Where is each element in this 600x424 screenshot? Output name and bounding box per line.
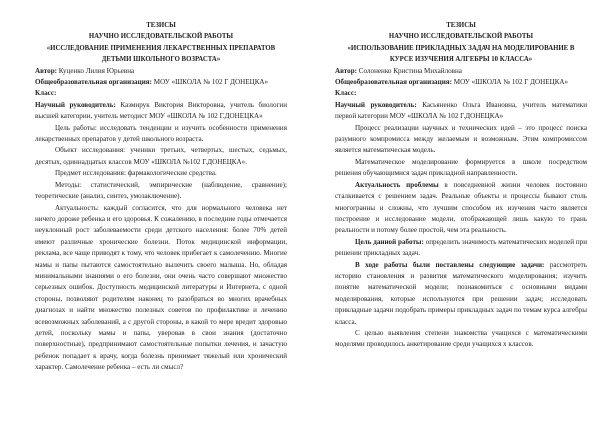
goal-text: определить значимость математических моделей при решении прикладных задач.: [335, 237, 587, 258]
object-paragraph: Объект исследования: ученики третьих, четвертых, шестых, седьмых, десятых, одиннадцатых классов МОУ «ШКОЛА №102 Г.ДОНЕЦКА».: [35, 146, 287, 166]
org-name: МОУ «ШКОЛА № 102 Г ДОНЕЦКА»: [151, 78, 269, 87]
supervisor-line: [335, 100, 587, 123]
supervisor-name: Казмирук Виктория Викторовна, учитель биологии высшей категории, учитель методист МОУ «ШКОЛА № 102 Г.ДОНЕЦКА»: [35, 100, 287, 121]
left-title: [35, 20, 287, 66]
title-line: ТЕЗИСЫ: [146, 22, 176, 29]
title-line: «ИСПОЛЬЗОВАНИЕ ПРИКЛАДНЫХ ЗАДАЧ НА МОДЕЛИРОВАНИЕ В: [347, 44, 575, 52]
class-label: Класс:: [335, 89, 357, 98]
tasks-paragraph: [335, 260, 587, 328]
class-line: [35, 88, 287, 99]
relevance-paragraph: [335, 180, 587, 237]
author-label: Автор:: [35, 66, 58, 75]
supervisor-line: [35, 100, 287, 123]
org-line: [35, 77, 287, 88]
goal-paragraph: Цель работы: исследовать тенденции и изучить особенности применения лекарственных препаратов у детей школьного возраста.: [35, 123, 287, 144]
title-line: КУРСЕ ИЗУЧЕНИЯ АЛГЕБРЫ 10 КЛАССА»: [389, 56, 533, 64]
right-title: [335, 20, 587, 66]
supervisor-name: Касьяненко Ольга Ивановна, учитель математики первой категории МОУ «ШКОЛА № 102 Г.ДОНЕЦКА»: [335, 100, 588, 121]
tasks-text: рассмотреть историю становления и развития математического моделирования; изучить понятие математической модели; познакомиться с основными видами моделирования, которые используются при решении задач; исследовать прикладные задачи подобрать примеры прикладных задач по темам курса алгебры класса.: [335, 260, 587, 326]
survey-paragraph: С целью выявления степени знакомства учащихся с математическими моделями проводилось анкетирование среди учащихся х классов.: [335, 328, 587, 349]
title-line: ТЕЗИСЫ: [446, 22, 476, 29]
author-name: Куценко Лилия Юрьевна: [57, 66, 135, 75]
left-thesis: [35, 20, 287, 374]
org-label: Общеобразовательная организация:: [335, 78, 452, 87]
class-label: Класс:: [35, 89, 57, 98]
title-line: НАУЧНО ИССЛЕДОВАТЕЛЬСКОЙ РАБОТЫ: [88, 33, 234, 41]
relevance-paragraph: Актуальность: каждый согласится, что для нормального человека нет ничего дороже ребенка и его здоровья. К сожалению, в последние годы отмечается неуклонный рост заболеваемости среди детского населения: более 70% детей имеют различные хронические болезни. Поток медицинской информации, реклама, все чаще приводят к тому, что человек прибегает к самолечению. Многие мамы и папы пытаются самостоятельно вылечить своего малыша. Но, обладая минимальными знаниями о его болезни, они очень часто совершают множество серьезных ошибок. Доступность медицинской литературы и Интернета, с одной стороны, позволяют родителям наконец то разобраться во многих врачебных диагнозах и найти множество полезных советов по профилактике и лечению всевозможных заболеваний, а с другой стороны, в какой то мере вредит здоровью детей, поскольку мамы и папы, уверовав в свои знания (достаточно поверхностные), предпринимают самостоятельные попытки лечения, и зачастую ребенок попадает к врачу, когда болезнь принимает тяжелый или хронический характер. Самолечение ребенка – есть ли смысл?: [35, 203, 287, 372]
methods-paragraph: Методы: статистический, эмпирические (наблюдение, сравнение); теоретические (анализ, синтез, умозаключение).: [35, 180, 287, 201]
author-line: [35, 66, 287, 77]
tasks-label: В ходе работы были поставлены следующие задачи:: [355, 260, 545, 269]
right-thesis: [335, 20, 587, 351]
author-name: Солоненко Кристина Михайловна: [357, 66, 462, 75]
title-line: НАУЧНО ИССЛЕДОВАТЕЛЬСКОЙ РАБОТЫ: [388, 33, 534, 41]
org-label: Общеобразовательная организация:: [35, 78, 152, 87]
relevance-label: Актуальность проблемы: [355, 180, 439, 189]
class-line: [335, 88, 587, 99]
subject-paragraph: Предмет исследования: фармакологические средства.: [55, 169, 217, 178]
title-line: «ИССЛЕДОВАНИЕ ПРИМЕНЕНИЯ ЛЕКАРСТВЕННЫХ ПРЕПАРАТОВ: [46, 44, 276, 52]
supervisor-label: Научный руководитель:: [335, 100, 417, 109]
intro-paragraph: Процесс реализации научных и технических идей – это процесс поиска разумного компромисса между желаемым и возможным. Этим компромиссом является математическая модель.: [335, 123, 587, 155]
author-line: [335, 66, 587, 77]
org-line: [335, 77, 587, 88]
goal-label: Цель данной работы:: [355, 237, 424, 246]
goal-paragraph: [335, 237, 587, 260]
title-line: ДЕТЬМИ ШКОЛЬНОГО ВОЗРАСТА»: [101, 56, 221, 64]
supervisor-label: Научный руководитель:: [35, 100, 116, 109]
relevance-text: в повседневной жизни человек постоянно сталкивается с решением задач. Реальные объекты и процессы бывают столь многогранны и сложны, что лучшим способом их изучения часто является построение и исследование модели, отображающей лишь какую то грань реальности и потому более простой, чем эта реальность.: [335, 180, 587, 235]
modeling-paragraph: Математическое моделирование формируется в школе посредством решения обучающимися задач прикладной направленности.: [335, 157, 587, 178]
author-label: Автор:: [335, 66, 358, 75]
org-name: МОУ «ШКОЛА № 102 Г ДОНЕЦКА»: [451, 78, 569, 87]
